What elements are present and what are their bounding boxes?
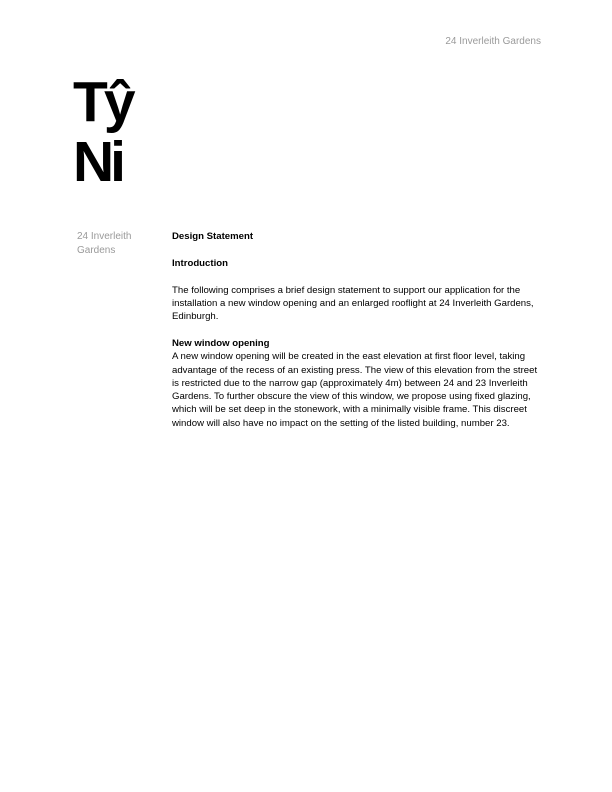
sidebar-address: 24 Inverleith Gardens [77, 231, 132, 256]
new-window-heading: New window opening [172, 337, 270, 349]
new-window-paragraph: A new window opening will be created in the east elevation at first floor level, taking advantage of the recess of an existing press. The view of this elevation from the street is restricted due to the narrow gap (approximately 4m) between 24 and 23 Inverleith Gardens. To further obscure the view of this window, we propose using fixed glazing, which will be set deep in the stonework, with a minimally visible frame. This discreet window will also have no impact on the setting of the listed building, number 23. [172, 351, 538, 429]
ty-ni-logo [73, 72, 163, 192]
introduction-heading: Introduction [172, 257, 228, 269]
logo-line-2: Ni [73, 130, 122, 194]
introduction-paragraph: The following comprises a brief design statement to support our application for the installation a new window opening and an enlarged rooflight at 24 Inverleith Gardens, Edinburgh. [172, 284, 534, 323]
logo-line-1: Tŷ [73, 70, 132, 134]
document-title: Design Statement [172, 231, 254, 242]
document-body [172, 230, 542, 430]
header-address: 24 Inverleith Gardens [445, 36, 541, 47]
